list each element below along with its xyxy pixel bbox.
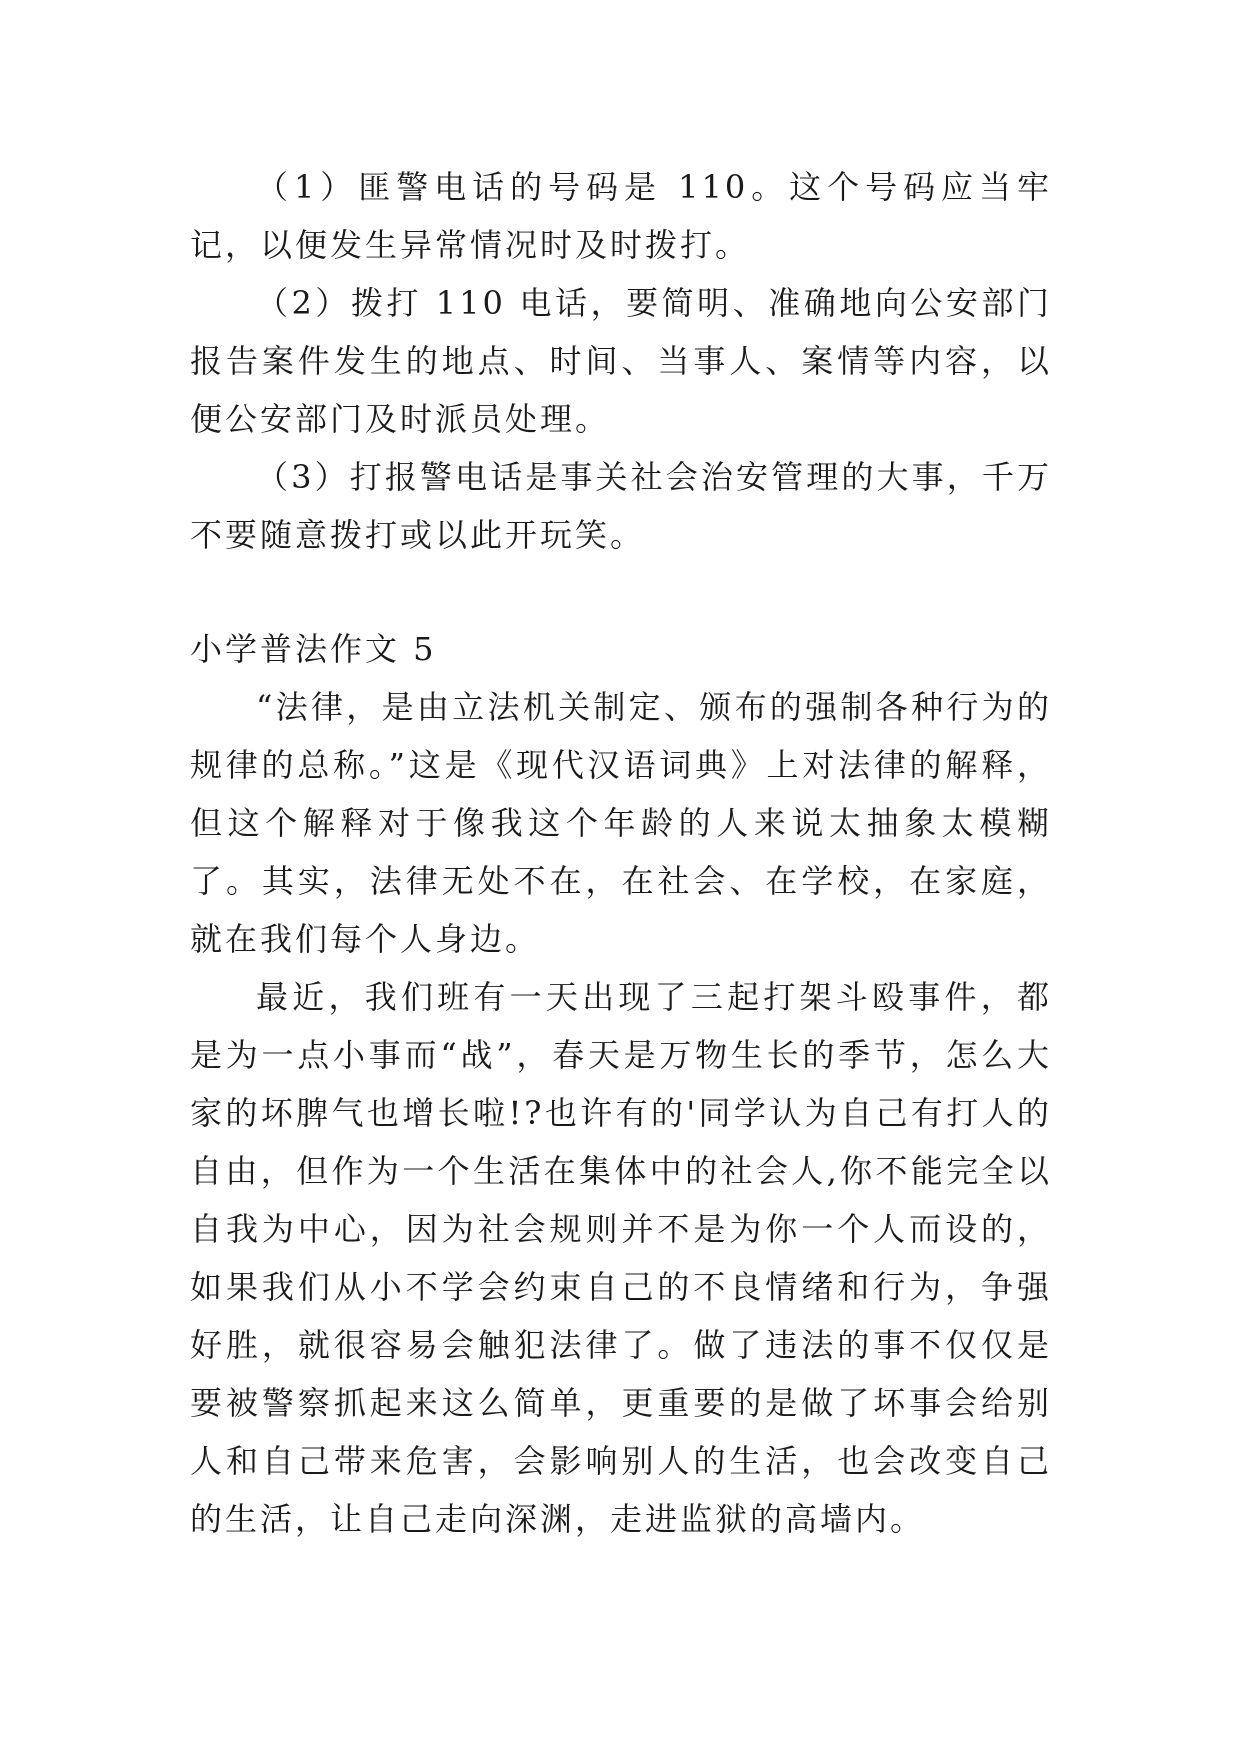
document-body bbox=[190, 158, 1052, 1548]
essay-title: 小学普法作文 5 bbox=[190, 630, 437, 668]
class-fights-paragraph: 最近，我们班有一天出现了三起打架斗殴事件，都是为一点小事而“战”，春天是万物生长的季节，怎么大家的坏脾气也增长啦!?也许有的'同学认为自己有打人的自由，但作为一个生活在集体中的社会人,你不能完全以自我为中心，因为社会规则并不是为你一个人而设的，如果我们从小不学会约束自己的不良情绪和行为，争强好胜，就很容易会触犯法律了。做了违法的事不仅仅是要被警察抓起来这么简单，更重要的是做了坏事会给别人和自己带来危害，会影响别人的生活，也会改变自己的生活，让自己走向深渊，走进监狱的高墙内。 bbox=[190, 978, 1052, 1538]
no-prank-calls-paragraph: （3）打报警电话是事关社会治安管理的大事，千万不要随意拨打或以此开玩笑。 bbox=[190, 458, 1052, 554]
law-definition-paragraph: “法律，是由立法机关制定、颁布的强制各种行为的规律的总称。”这是《现代汉语词典》上对法律的解释，但这个解释对于像我这个年龄的人来说太抽象太模糊了。其实，法律无处不在，在社会、在学校，在家庭，就在我们每个人身边。 bbox=[190, 688, 1052, 958]
report-details-paragraph: （2）拨打 110 电话，要简明、准确地向公安部门报告案件发生的地点、时间、当事人、案情等内容，以便公安部门及时派员处理。 bbox=[190, 284, 1052, 438]
section-spacer bbox=[190, 564, 1052, 620]
police-number-paragraph: （1）匪警电话的号码是 110。这个号码应当牢记，以便发生异常情况时及时拨打。 bbox=[190, 168, 1052, 264]
